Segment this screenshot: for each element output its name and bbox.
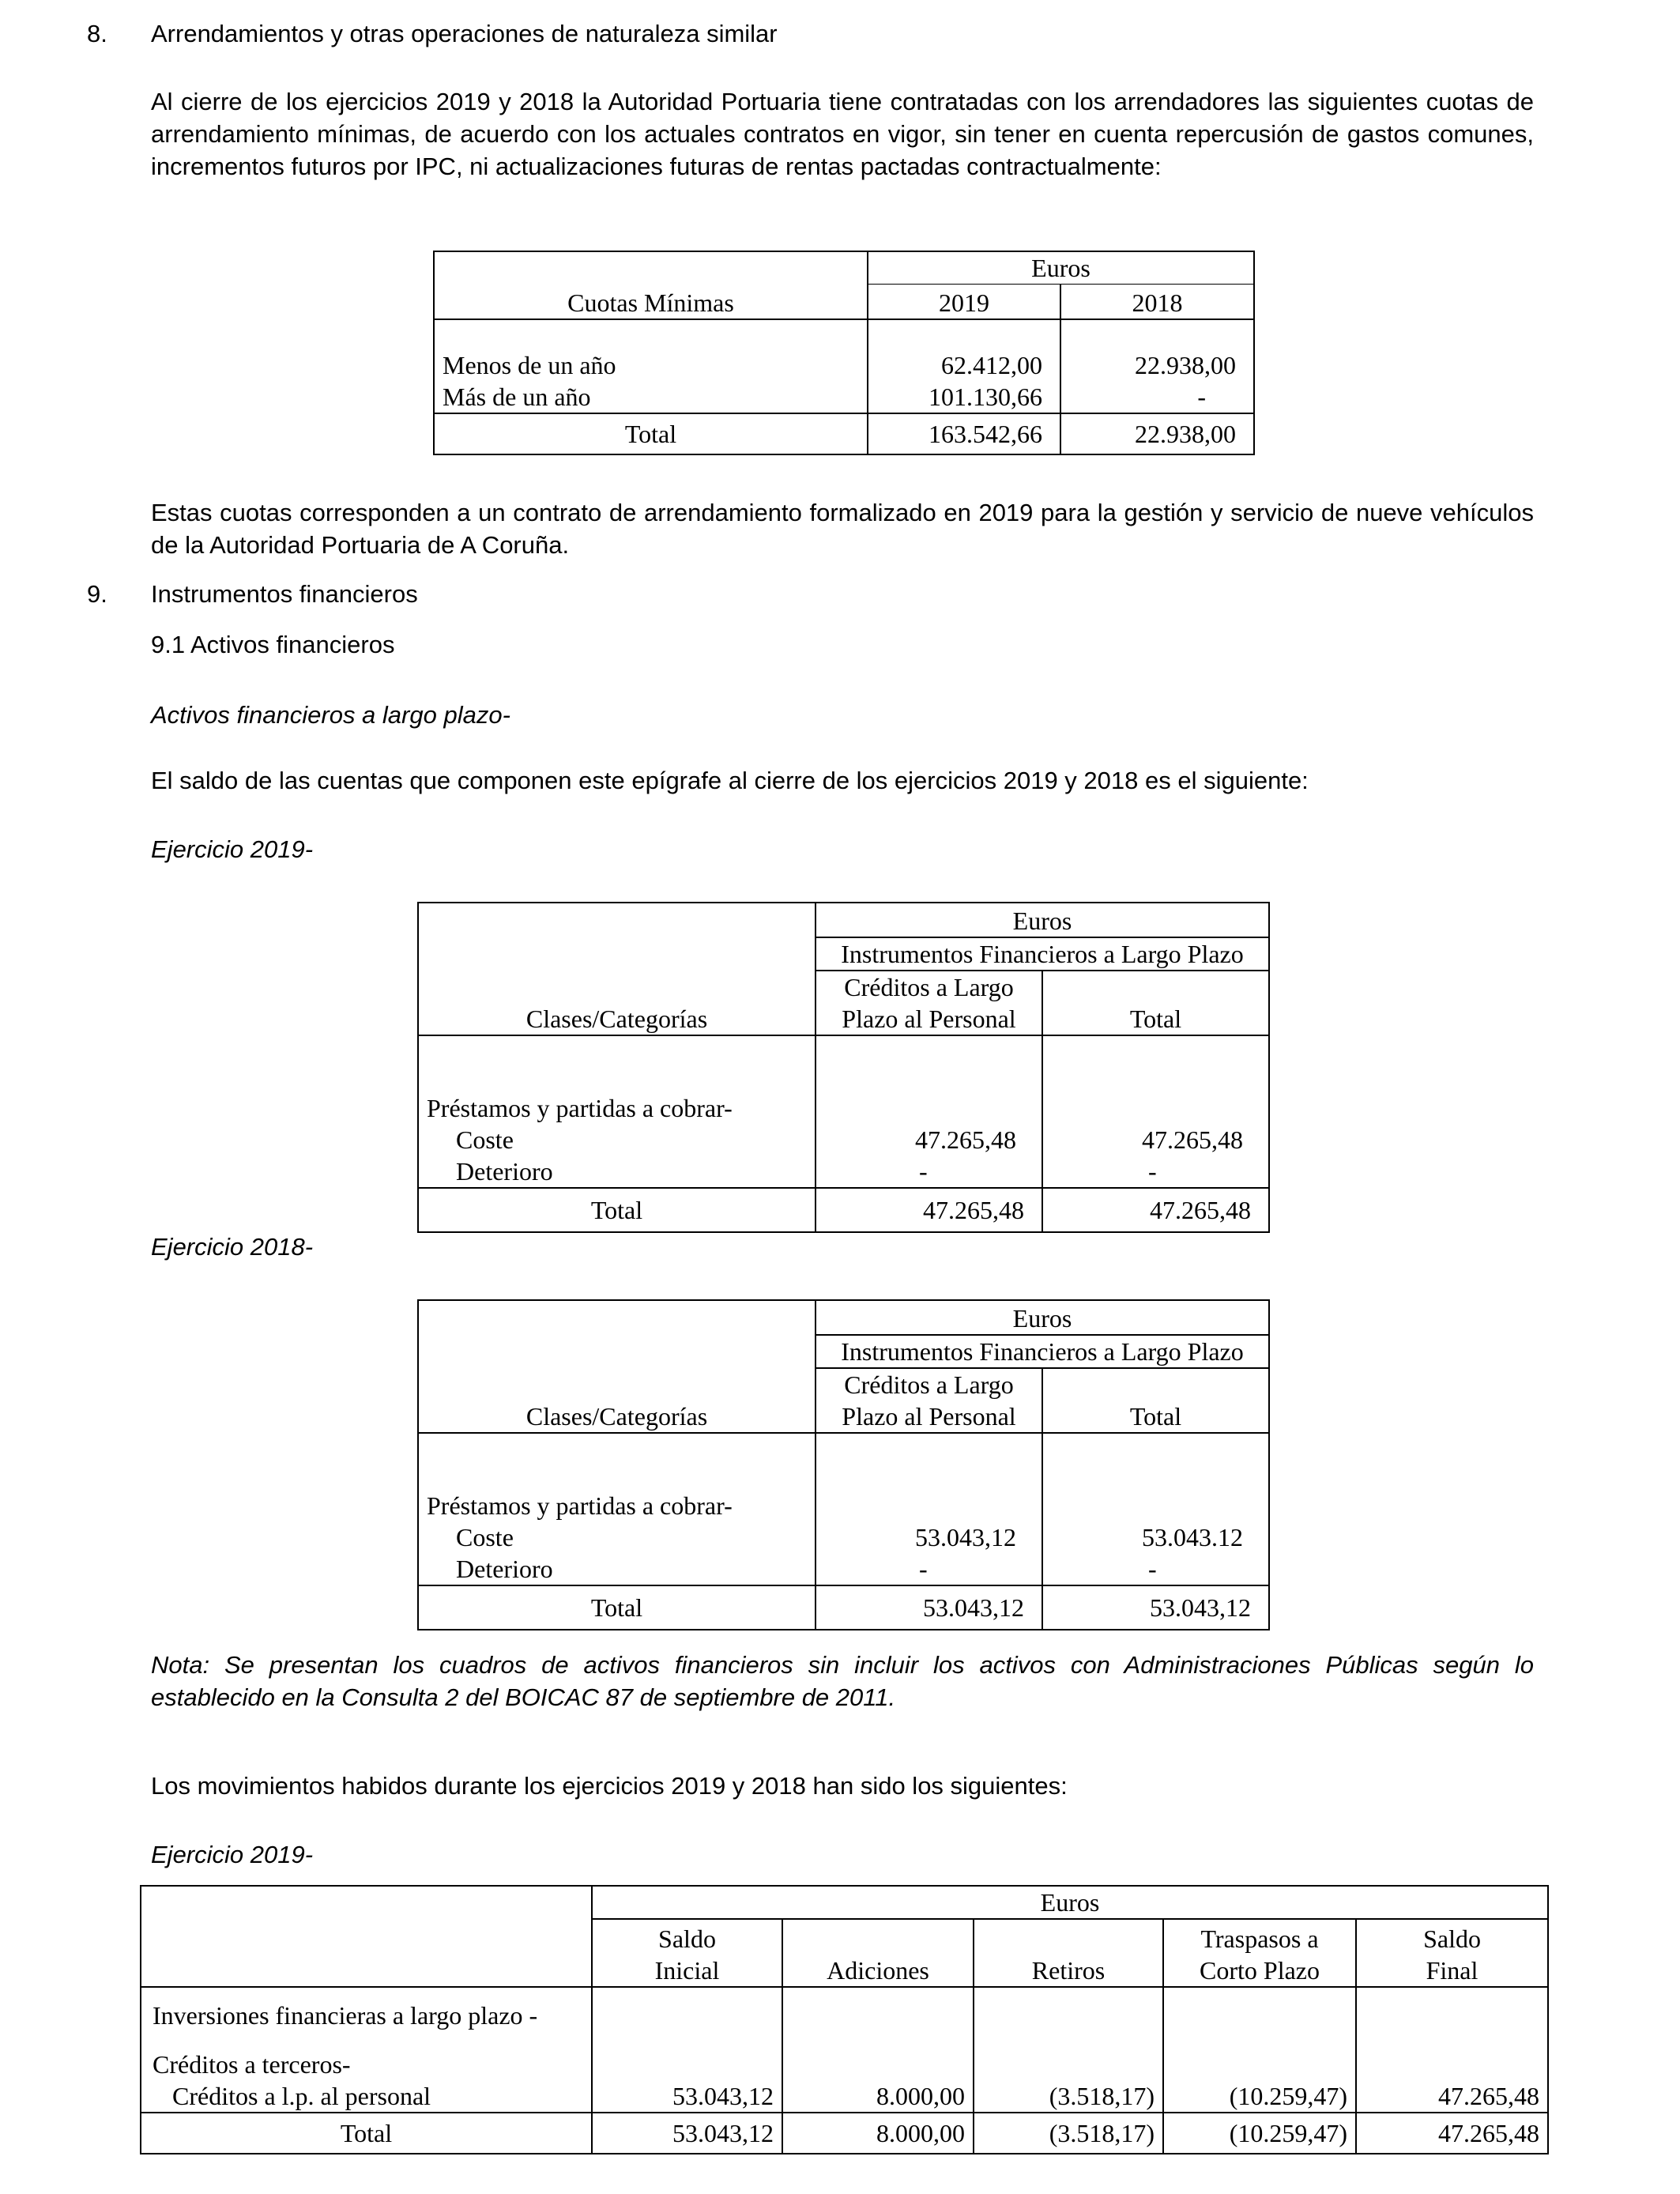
col-header: Clases/Categorías	[525, 1005, 708, 1033]
total-cell: 163.542,66	[868, 413, 1060, 454]
section-8-title: Arrendamientos y otras operaciones de naturaleza similar	[151, 20, 778, 47]
cell: 53.043,12	[592, 1987, 782, 2113]
section-label: Préstamos y partidas a cobrar-	[427, 1491, 733, 1520]
total-cell: 53.043,12	[592, 2113, 782, 2154]
total-col1: 47.265,48	[816, 1188, 1042, 1232]
section-8-number: 8.	[87, 20, 107, 47]
total-col2: 53.043,12	[1042, 1585, 1269, 1630]
total-col2: 47.265,48	[1042, 1188, 1269, 1232]
header-l2: Retiros	[1031, 1956, 1106, 1985]
saldo-text: El saldo de las cuentas que componen este epígrafe al cierre de los ejercicios 2019 y 2018 es el siguiente:	[151, 767, 1309, 794]
year-2018: 2018	[1060, 285, 1254, 319]
col2-header: Total	[1042, 971, 1269, 1035]
section-9-number: 9.	[87, 580, 107, 608]
deterioro-col2: -	[1148, 1555, 1157, 1583]
italic-heading: Activos financieros a largo plazo-	[151, 701, 510, 729]
section-8-intro: Al cierre de los ejercicios 2019 y 2018 la Autoridad Portuaria tiene contratadas con los arrendadores las siguientes cuotas de arrendamiento mínimas, de acuerdo con los actuales contratos en vigor, sin tener en cuenta repercusión de gastos comunes, incrementos futuros por IPC, ni actualizaciones futuras de rentas pactadas contractualmente:	[151, 88, 1534, 180]
col1-line2: Plazo al Personal	[842, 1402, 1016, 1431]
header-l1: Saldo	[1423, 1924, 1481, 1953]
nota: Nota: Se presentan los cuadros de activos financieros sin incluir los activos con Administraciones Públicas según lo establecido en la Consulta 2 del BOICAC 87 de septiembre de 2011.	[151, 1651, 1534, 1711]
total-cell: 47.265,48	[1356, 2113, 1548, 2154]
label-inversiones: Inversiones financieras a largo plazo -	[153, 2001, 538, 2030]
total-cell: (10.259,47)	[1163, 2113, 1356, 2154]
header-l1: Traspasos a	[1200, 1924, 1319, 1953]
total-label: Total	[434, 413, 868, 454]
coste-label: Coste	[456, 1125, 514, 1154]
euros-header: Euros	[592, 1886, 1548, 1919]
header-l2: Inicial	[654, 1956, 720, 1985]
cell: 47.265,48	[1356, 1987, 1548, 2113]
caption-2018: Ejercicio 2018-	[151, 1233, 314, 1261]
total-col1: 53.043,12	[816, 1585, 1042, 1630]
cell: -	[1060, 381, 1254, 413]
caption-2019: Ejercicio 2019-	[151, 835, 314, 863]
section-9-1-subtitle: 9.1 Activos financieros	[151, 631, 395, 658]
deterioro-label: Deterioro	[456, 1157, 553, 1186]
total-label: Total	[418, 1585, 816, 1630]
group-header: Instrumentos Financieros a Largo Plazo	[816, 937, 1269, 971]
total-cell: 8.000,00	[782, 2113, 974, 2154]
coste-col2: 53.043.12	[1142, 1523, 1243, 1551]
section-9-title: Instrumentos financieros	[151, 580, 418, 608]
header-l2: Final	[1426, 1956, 1478, 1985]
activos-2019-table	[417, 902, 1270, 1233]
col2-header: Total	[1042, 1368, 1269, 1433]
cell: 8.000,00	[782, 1987, 974, 2113]
year-2019: 2019	[868, 285, 1060, 319]
section-label: Préstamos y partidas a cobrar-	[427, 1094, 733, 1122]
row-label: Créditos a l.p. al personal	[172, 2082, 431, 2110]
cell: (10.259,47)	[1163, 1987, 1356, 2113]
coste-label: Coste	[456, 1523, 514, 1551]
euros-header: Euros	[816, 1300, 1269, 1335]
euros-header: Euros	[816, 903, 1269, 937]
activos-2018-table	[417, 1299, 1270, 1630]
cell: 62.412,00	[868, 319, 1060, 381]
coste-col2: 47.265,48	[1142, 1125, 1243, 1154]
coste-col1: 47.265,48	[915, 1125, 1016, 1154]
section-8-note: Estas cuotas corresponden a un contrato de arrendamiento formalizado en 2019 para la gestión y servicio de nueve vehículos de la Autoridad Portuaria de A Coruña.	[151, 499, 1534, 559]
col1-line1: Créditos a Largo	[844, 973, 1014, 1001]
deterioro-label: Deterioro	[456, 1555, 553, 1583]
deterioro-col1: -	[919, 1157, 928, 1186]
total-label: Total	[418, 1188, 816, 1232]
euros-header: Euros	[868, 251, 1254, 285]
col1-line2: Plazo al Personal	[842, 1005, 1016, 1033]
total-cell: 22.938,00	[1060, 413, 1254, 454]
cuotas-minimas-table	[433, 251, 1255, 455]
deterioro-col1: -	[919, 1555, 928, 1583]
total-cell: (3.518,17)	[974, 2113, 1163, 2154]
header-l1: Saldo	[658, 1924, 716, 1953]
col-header: Clases/Categorías	[525, 1402, 708, 1431]
header-l2: Corto Plazo	[1200, 1956, 1320, 1985]
row-label: Más de un año	[434, 381, 868, 413]
cell: 101.130,66	[868, 381, 1060, 413]
movimientos-2019-table	[140, 1885, 1549, 2154]
row-label: Menos de un año	[434, 319, 868, 381]
header-l2: Adiciones	[827, 1956, 929, 1985]
group-header: Instrumentos Financieros a Largo Plazo	[816, 1335, 1269, 1368]
row-header: Cuotas Mínimas	[567, 288, 734, 317]
coste-col1: 53.043,12	[915, 1523, 1016, 1551]
cell: 22.938,00	[1060, 319, 1254, 381]
total-label: Total	[141, 2113, 592, 2154]
movimientos-text: Los movimientos habidos durante los ejercicios 2019 y 2018 han sido los siguientes:	[151, 1772, 1068, 1800]
caption-movimientos-2019: Ejercicio 2019-	[151, 1841, 314, 1868]
deterioro-col2: -	[1148, 1157, 1157, 1186]
col1-line1: Créditos a Largo	[844, 1370, 1014, 1399]
cell: (3.518,17)	[974, 1987, 1163, 2113]
label-creditos-terceros: Créditos a terceros-	[153, 2050, 351, 2079]
